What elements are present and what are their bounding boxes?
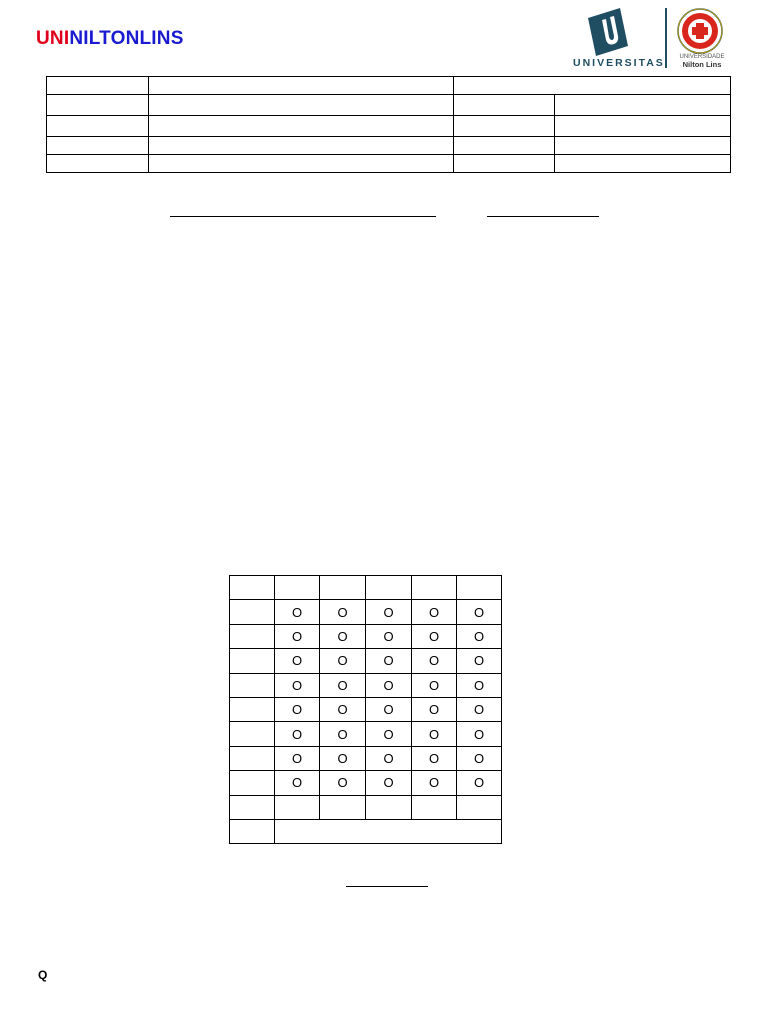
grid-cell (366, 795, 412, 819)
answer-bubble[interactable]: O (457, 771, 502, 795)
answer-grid-body (230, 600, 502, 795)
university-seal-icon (677, 8, 723, 54)
brand-wordmark (36, 28, 184, 50)
answer-bubble[interactable]: O (320, 722, 366, 746)
answer-row (230, 697, 502, 721)
answer-bubble[interactable]: O (457, 722, 502, 746)
answer-bubble[interactable]: O (320, 697, 366, 721)
answer-bubble[interactable]: O (366, 600, 412, 624)
grid-total-cell (275, 819, 502, 843)
identification-row (47, 77, 731, 95)
answer-bubble[interactable]: O (320, 649, 366, 673)
grid-header-cell (457, 576, 502, 600)
answer-bubble[interactable]: O (275, 746, 320, 770)
grid-header-cell (366, 576, 412, 600)
answer-bubble[interactable]: O (412, 649, 457, 673)
answer-bubble[interactable]: O (275, 771, 320, 795)
identification-cell (148, 95, 454, 116)
answer-row (230, 673, 502, 697)
identification-row (47, 95, 731, 116)
answer-bubble[interactable]: O (320, 746, 366, 770)
answer-bubble[interactable]: O (457, 600, 502, 624)
question-number-cell (230, 649, 275, 673)
answer-bubble[interactable]: O (412, 722, 457, 746)
identification-cell (47, 137, 149, 155)
answer-bubble[interactable]: O (457, 746, 502, 770)
answer-bubble[interactable]: O (275, 624, 320, 648)
question-number-cell (230, 600, 275, 624)
question-number-cell (230, 624, 275, 648)
answer-grid-blank-row (230, 795, 502, 819)
grid-cell (230, 819, 275, 843)
grid-header-cell (230, 576, 275, 600)
answer-row (230, 600, 502, 624)
identification-cell (47, 116, 149, 137)
answer-bubble[interactable]: O (320, 771, 366, 795)
identification-cell (454, 137, 555, 155)
answer-row (230, 624, 502, 648)
answer-grid-total-row (230, 819, 502, 843)
grid-header-cell (320, 576, 366, 600)
question-number-cell (230, 722, 275, 746)
identification-cell (454, 95, 555, 116)
grade-line (346, 886, 428, 887)
answer-row (230, 771, 502, 795)
logo-divider (665, 8, 667, 68)
answer-bubble[interactable]: O (275, 649, 320, 673)
seal-caption-line1: UNIVERSIDADE (679, 54, 725, 60)
answer-bubble[interactable]: O (275, 722, 320, 746)
identification-cell (148, 77, 454, 95)
identification-row (47, 116, 731, 137)
answer-bubble[interactable]: O (320, 600, 366, 624)
seal-caption-line2: Nilton Lins (682, 60, 722, 69)
date-line (487, 216, 599, 217)
question-number-cell (230, 771, 275, 795)
answer-row (230, 649, 502, 673)
answer-bubble[interactable]: O (275, 600, 320, 624)
identification-row (47, 155, 731, 173)
universitas-logo-text: UNIVERSITAS (573, 57, 665, 69)
identification-cell (148, 137, 454, 155)
signature-line (170, 216, 436, 217)
brand-niltonlins: NILTONLINS (69, 28, 184, 49)
identification-cell (555, 116, 731, 137)
grid-header-cell (412, 576, 457, 600)
grid-cell (457, 795, 502, 819)
identification-cell (454, 155, 555, 173)
answer-bubble[interactable]: O (457, 649, 502, 673)
answer-bubble[interactable]: O (366, 649, 412, 673)
answer-bubble[interactable]: O (412, 697, 457, 721)
identification-cell (555, 137, 731, 155)
answer-row (230, 746, 502, 770)
grid-cell (275, 795, 320, 819)
answer-bubble[interactable]: O (412, 600, 457, 624)
answer-bubble[interactable]: O (320, 624, 366, 648)
answer-bubble[interactable]: O (457, 697, 502, 721)
answer-bubble[interactable]: O (366, 722, 412, 746)
answer-bubble[interactable]: O (275, 673, 320, 697)
identification-cell (148, 155, 454, 173)
answer-bubble[interactable]: O (457, 673, 502, 697)
answer-bubble[interactable]: O (412, 746, 457, 770)
grid-header-cell (275, 576, 320, 600)
identification-cell (555, 95, 731, 116)
identification-cell (47, 155, 149, 173)
answer-bubble[interactable]: O (412, 624, 457, 648)
identification-cell (47, 77, 149, 95)
identification-cell (47, 95, 149, 116)
question-number-cell (230, 697, 275, 721)
grid-cell (412, 795, 457, 819)
answer-bubble[interactable]: O (320, 673, 366, 697)
identification-cell (454, 116, 555, 137)
identification-table (46, 76, 731, 173)
answer-grid (229, 575, 502, 844)
question-number-cell (230, 673, 275, 697)
answer-row (230, 722, 502, 746)
identification-cell (454, 77, 731, 95)
identification-row (47, 137, 731, 155)
brand-uni: UNI (36, 28, 70, 49)
answer-bubble[interactable]: O (412, 771, 457, 795)
answer-bubble[interactable]: O (366, 624, 412, 648)
seal-caption (676, 54, 728, 68)
answer-bubble[interactable]: O (275, 697, 320, 721)
answer-bubble[interactable]: O (366, 697, 412, 721)
answer-bubble[interactable]: O (457, 624, 502, 648)
answer-bubble[interactable]: O (366, 771, 412, 795)
answer-grid-header-row (230, 576, 502, 600)
grid-cell (320, 795, 366, 819)
answer-bubble[interactable]: O (366, 673, 412, 697)
identification-cell (555, 155, 731, 173)
grid-cell (230, 795, 275, 819)
page-marker: Q (38, 968, 48, 982)
question-number-cell (230, 746, 275, 770)
answer-bubble[interactable]: O (412, 673, 457, 697)
answer-bubble[interactable]: O (366, 746, 412, 770)
identification-cell (148, 116, 454, 137)
